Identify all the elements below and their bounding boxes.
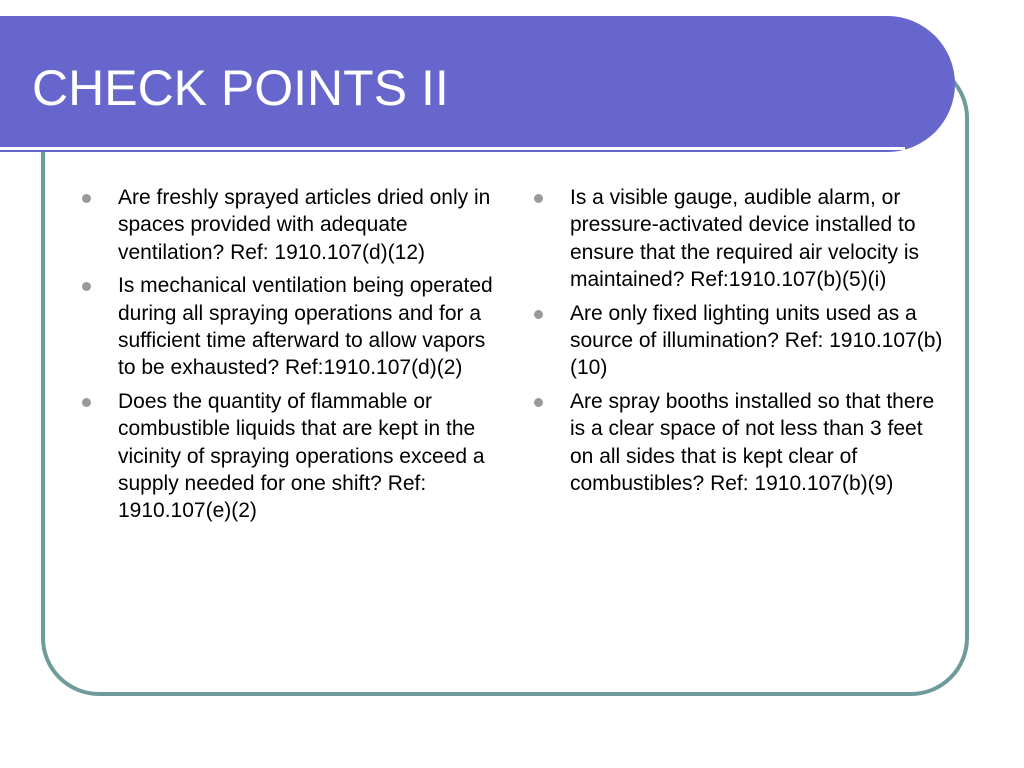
list-item-text: Are spray booths installed so that there is a clear space of not less than 3 feet on all sides that is kept clear of combustibles? Ref: 1910.107(b)(9) <box>570 389 935 496</box>
list-item-text: Is a visible gauge, audible alarm, or pressure-activated device installed to ensure that the required air velocity is maintained? Ref:1910.107(b)(5)(i) <box>570 186 920 292</box>
list-item-text: Are freshly sprayed articles dried only in spaces provided with adequate ventilation? Ref: 1910.107(d)(12) <box>118 186 491 264</box>
title-bar <box>0 16 955 152</box>
list-item <box>530 300 950 382</box>
list-item <box>78 388 496 525</box>
left-column <box>78 184 496 531</box>
right-column <box>530 184 950 503</box>
list-item <box>530 388 950 498</box>
bullet-dot-icon <box>82 282 91 291</box>
title-underline <box>0 147 905 150</box>
bullet-dot-icon <box>82 194 91 203</box>
list-item-text: Is mechanical ventilation being operated during all spraying operations and for a sufficient time afterward to allow vapors to be exhausted? Ref:1910.107(d)(2) <box>118 274 493 380</box>
list-item-text: Does the quantity of flammable or combustible liquids that are kept in the vicinity of spraying operations exceed a supply needed for one shift? Ref: 1910.107(e)(2) <box>118 389 485 523</box>
bullet-dot-icon <box>534 194 543 203</box>
list-item <box>78 184 496 266</box>
bullet-dot-icon <box>534 398 543 407</box>
list-item <box>78 272 496 382</box>
slide-title: CHECK POINTS II <box>32 60 449 116</box>
bullet-dot-icon <box>534 310 543 319</box>
list-item-text: Are only fixed lighting units used as a source of illumination? Ref: 1910.107(b)(10) <box>570 301 943 380</box>
bullet-dot-icon <box>82 398 91 407</box>
list-item <box>530 184 950 294</box>
